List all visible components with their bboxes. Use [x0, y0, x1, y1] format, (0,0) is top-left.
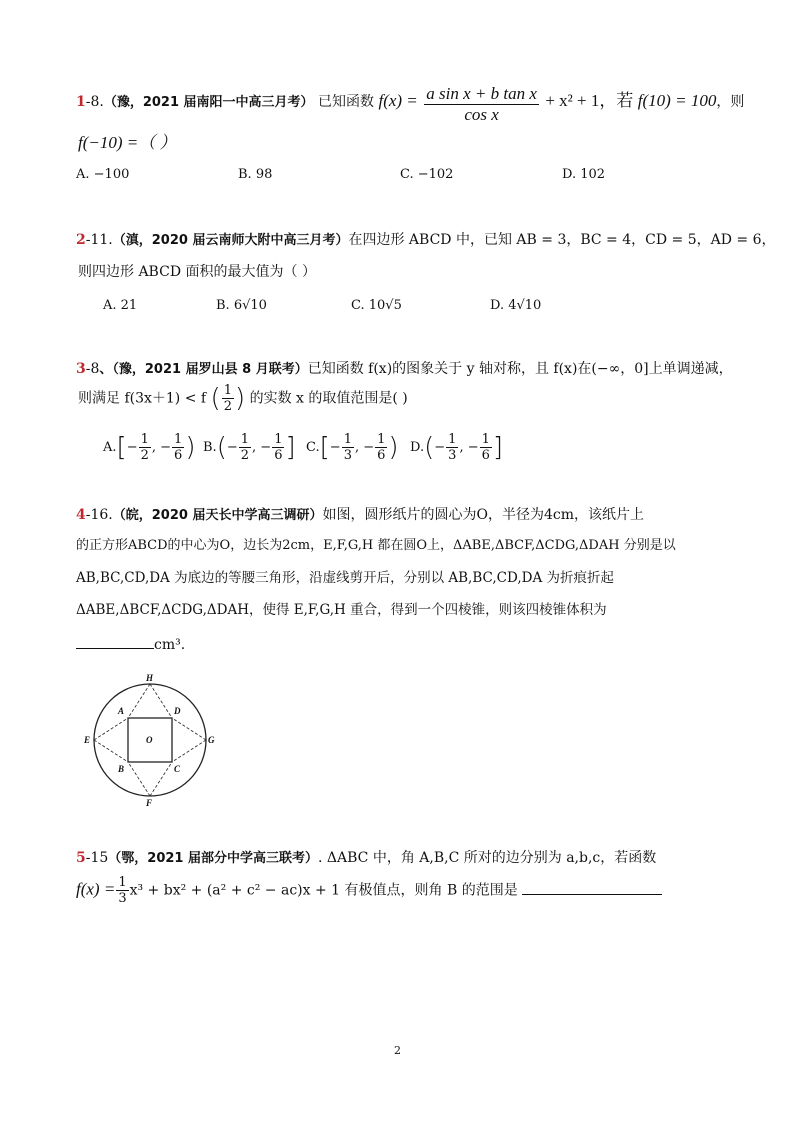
interval-open: ( — [216, 432, 227, 463]
fraction-numerator: 1 — [481, 432, 490, 447]
interval-close: ) — [388, 432, 399, 463]
interval-open: ( — [424, 432, 435, 463]
fraction-denominator: 3 — [118, 891, 127, 906]
fraction — [172, 432, 184, 463]
fraction-denominator: 6 — [274, 448, 283, 463]
question-number: 1 — [76, 94, 86, 110]
label-c: C — [174, 764, 181, 774]
fraction — [222, 383, 234, 414]
interval-close: ] — [492, 432, 504, 463]
option-b: B. 98 — [238, 167, 273, 182]
option-c: C.[− $\frac{1}{3}$ , − $\frac{1}{6}$ ) — [306, 432, 399, 463]
option-a: A.[− $\frac{1}{2}$ , − $\frac{1}{6}$ ) — [103, 432, 196, 463]
option-letter: A. — [103, 440, 117, 455]
fraction-denominator: 6 — [174, 448, 183, 463]
option-letter: B. — [203, 440, 217, 455]
label-b: B — [118, 764, 125, 774]
paren-right: ) — [234, 383, 246, 414]
interval-open: [ — [116, 432, 127, 463]
question-number: 4 — [76, 507, 86, 523]
fraction-denominator: cos x — [464, 105, 499, 124]
condition: f(10) = 100 — [637, 91, 717, 110]
interval-close: ] — [285, 432, 296, 463]
fraction — [446, 432, 458, 463]
fraction-numerator: 1 — [274, 432, 283, 447]
question-source: 、（豫，2021 届罗山县 8 月联考） — [99, 362, 308, 377]
option-a: A. 21 — [103, 298, 138, 313]
question-3-line2 — [78, 383, 408, 414]
question-label: -8 — [85, 361, 100, 377]
option-d: D.(− $\frac{1}{3}$ , − $\frac{1}{6}$ ] — [410, 432, 504, 463]
function-lhs: f(x) = — [378, 91, 418, 110]
line2-post: 的实数 x 的取值范围是( ) — [249, 390, 408, 407]
label-e: E — [84, 735, 91, 745]
question-label: -11. — [85, 232, 113, 248]
question-number: 2 — [76, 232, 86, 248]
fraction — [272, 432, 284, 463]
question-line1: 如图，圆形纸片的圆心为O，半径为4cm，该纸片上 — [322, 507, 644, 523]
fraction-denominator: 2 — [140, 448, 149, 463]
question-source: （皖，2020 届天长中学高三调研） — [112, 508, 323, 523]
question-3 — [76, 358, 733, 378]
fraction-numerator: 1 — [223, 383, 232, 398]
fraction-numerator: 1 — [240, 432, 250, 447]
fraction — [480, 432, 492, 463]
question-stem: . ΔABC 中，角 A,B,C 所对的边分别为 a,b,c，若函数 — [318, 850, 657, 866]
question-4-line3: AB,BC,CD,DA 为底边的等腰三角形，沿虚线剪开后，分别以 AB,BC,CD,DA 为折痕折起 — [76, 570, 614, 586]
page-number: 2 — [394, 1044, 401, 1057]
question-1-line2: f(−10) =（ ） — [78, 133, 177, 152]
fraction-denominator: 3 — [448, 448, 457, 463]
question-4-line2: 的正方形ABCD的中心为O，边长为2cm，E,F,G,H 都在圆O上，ΔABE,ΔBCF,ΔCDG,ΔDAH 分别是以 — [76, 538, 676, 553]
fraction-numerator: 1 — [174, 432, 183, 447]
interval-open: [ — [319, 432, 330, 463]
fraction — [116, 875, 128, 906]
unit-text: cm³. — [154, 637, 186, 653]
answer-blank[interactable] — [522, 880, 662, 895]
label-h: H — [146, 673, 154, 683]
option-c: C. −102 — [400, 167, 454, 182]
fraction-numerator: 1 — [448, 432, 457, 447]
question-stem: 已知函数 f(x)的图象关于 y 轴对称，且 f(x)在(−∞，0]上单调递减， — [307, 361, 733, 377]
fraction-denominator: 6 — [377, 448, 386, 463]
option-d: D. 102 — [562, 167, 606, 182]
question-stem: 在四边形 ABCD 中，已知 AB = 3，BC = 4，CD = 5，AD = 6， — [348, 232, 776, 248]
option-b: B.(− $\frac{1}{2}$ , − $\frac{1}{6}$ ] — [203, 432, 296, 463]
label-g: G — [208, 735, 215, 745]
question-stem: 已知函数 — [318, 94, 375, 110]
question-label: -15 — [85, 850, 109, 866]
answer-blank[interactable] — [76, 634, 154, 649]
fraction-numerator: 1 — [343, 432, 352, 447]
fraction-denominator: 2 — [223, 399, 232, 414]
function-tail: + x² + 1，若 — [545, 91, 634, 110]
question-label: -8. — [85, 94, 104, 110]
question-label: -16. — [85, 507, 113, 523]
option-letter: C. — [306, 440, 320, 455]
question-source: （豫，2021 届南阳一中高三月考） — [103, 95, 314, 110]
answer-blank-line — [76, 634, 185, 655]
fraction-denominator: 6 — [481, 448, 490, 463]
question-2-line2: 则四边形 ABCD 面积的最大值为（ ） — [78, 264, 316, 280]
fraction-numerator: 1 — [140, 432, 149, 447]
fraction — [375, 432, 387, 463]
question-1 — [76, 84, 744, 125]
fraction-denominator: 2 — [240, 448, 250, 463]
fraction — [239, 432, 251, 463]
question-source: （滇，2020 届云南师大附中高三月考） — [112, 233, 349, 248]
fraction-numerator: 1 — [118, 875, 127, 890]
option-d: D. 4√10 — [490, 298, 542, 313]
fraction-numerator: a sin x + b tan x — [426, 84, 537, 103]
function-lhs: f(x) = — [76, 879, 116, 899]
label-f: F — [146, 798, 153, 808]
question-source: （鄂，2021 届部分中学高三联考） — [108, 851, 319, 866]
fraction-numerator: 1 — [377, 432, 386, 447]
option-letter: D. — [410, 440, 425, 455]
fraction-denominator: 3 — [343, 448, 352, 463]
fraction — [139, 432, 151, 463]
question-number: 5 — [76, 850, 86, 866]
fraction — [424, 84, 539, 125]
question-4 — [76, 505, 644, 526]
label-o: O — [146, 735, 153, 745]
label-d: D — [174, 706, 181, 716]
interval-close: ) — [185, 432, 196, 463]
circle-square-figure — [80, 670, 220, 810]
question-number: 3 — [76, 361, 86, 377]
question-2 — [76, 229, 776, 249]
question-5 — [76, 847, 656, 867]
function-rest: x³ + bx² + (a² + c² − ac)x + 1 有极值点，则角 B 的范围是 — [129, 882, 518, 899]
paren-left: ( — [210, 383, 221, 414]
then-text: ，则 — [716, 94, 745, 110]
question-5-line2 — [76, 875, 662, 906]
option-b: B. 6√10 — [216, 298, 267, 313]
label-a: A — [118, 706, 125, 716]
line2-pre: 则满足 f(3x＋1) < f — [78, 390, 207, 407]
option-c: C. 10√5 — [351, 298, 402, 313]
question-4-line4: ΔABE,ΔBCF,ΔCDG,ΔDAH，使得 E,F,G,H 重合，得到一个四棱锥，则该四棱锥体积为 — [76, 602, 607, 618]
option-a: A. −100 — [76, 167, 130, 182]
fraction — [342, 432, 354, 463]
